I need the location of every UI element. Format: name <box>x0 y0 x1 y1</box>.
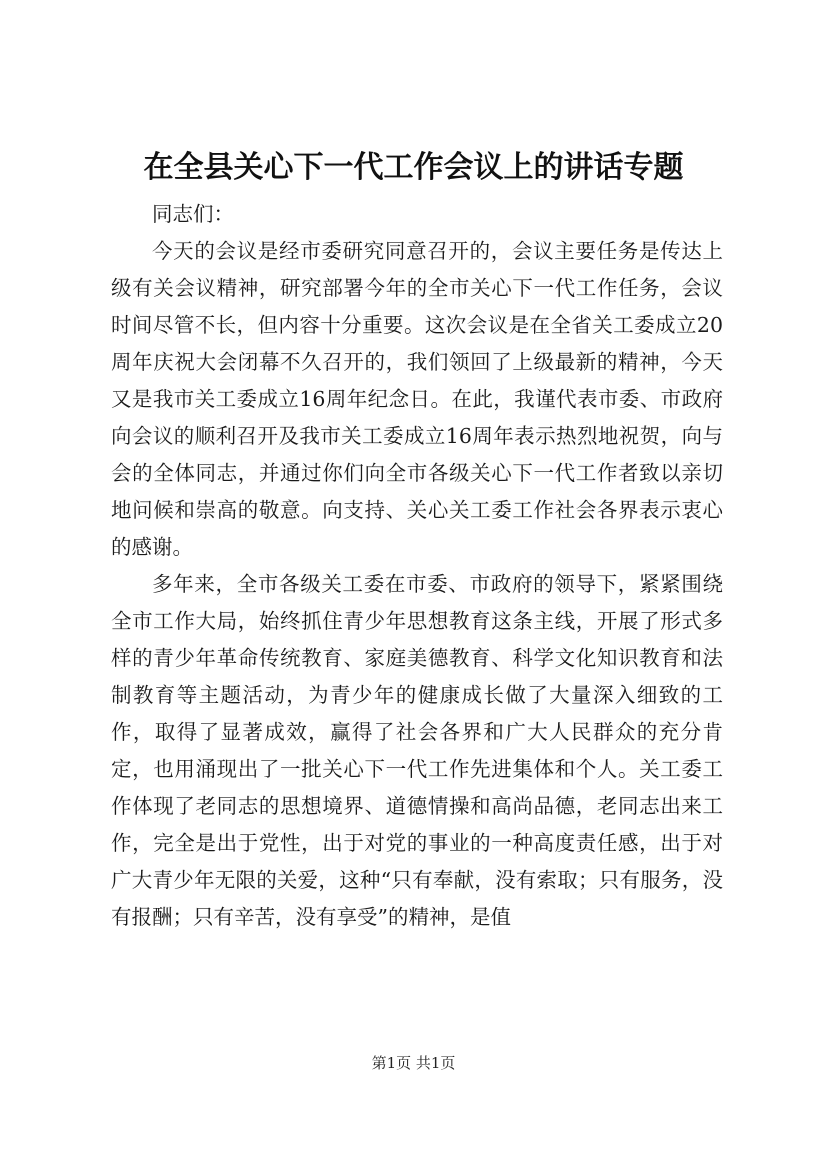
paragraph-2: 多年来，全市各级关工委在市委、市政府的领导下，紧紧围绕全市工作大局，始终抓住青少年思想教育这条主线，开展了形式多样的青少年革命传统教育、家庭美德教育、科学文化知识教育和法制教育等主题活动，为青少年的健康成长做了大量深入细致的工作，取得了显著成效，赢得了社会各界和广大人民群众的充分肯定，也用涌现出了一批关心下一代工作先进集体和个人。关工委工作体现了老同志的思想境界、道德情操和高尚品德，老同志出来工作，完全是出于党性，出于对党的事业的一种高度责任感，出于对广大青少年无限的关爱，这种“只有奉献，没有索取；只有服务，没有报酬；只有辛苦，没有享受”的精神，是值 <box>111 572 723 929</box>
paragraph-1: 今天的会议是经市委研究同意召开的，会议主要任务是传达上级有关会议精神，研究部署今年的全市关心下一代工作任务，会议时间尽管不长，但内容十分重要。这次会议是在全省关工委成立20周年庆祝大会闭幕不久召开的，我们领回了上级最新的精神，今天又是我市关工委成立16周年纪念日。在此，我谨代表市委、市政府向会议的顺利召开及我市关工委成立16周年表示热烈地祝贺，向与会的全体同志，并通过你们向全市各级关心下一代工作者致以亲切地问候和崇高的敬意。向支持、关心关工委工作社会各界表示衷心的感谢。 <box>111 239 723 559</box>
document-title: 在全县关心下一代工作会议上的讲话专题 <box>143 150 684 185</box>
document-body <box>111 196 723 936</box>
page-footer: 第1页 共1页 <box>371 1054 456 1072</box>
salutation: 同志们： <box>152 202 234 226</box>
